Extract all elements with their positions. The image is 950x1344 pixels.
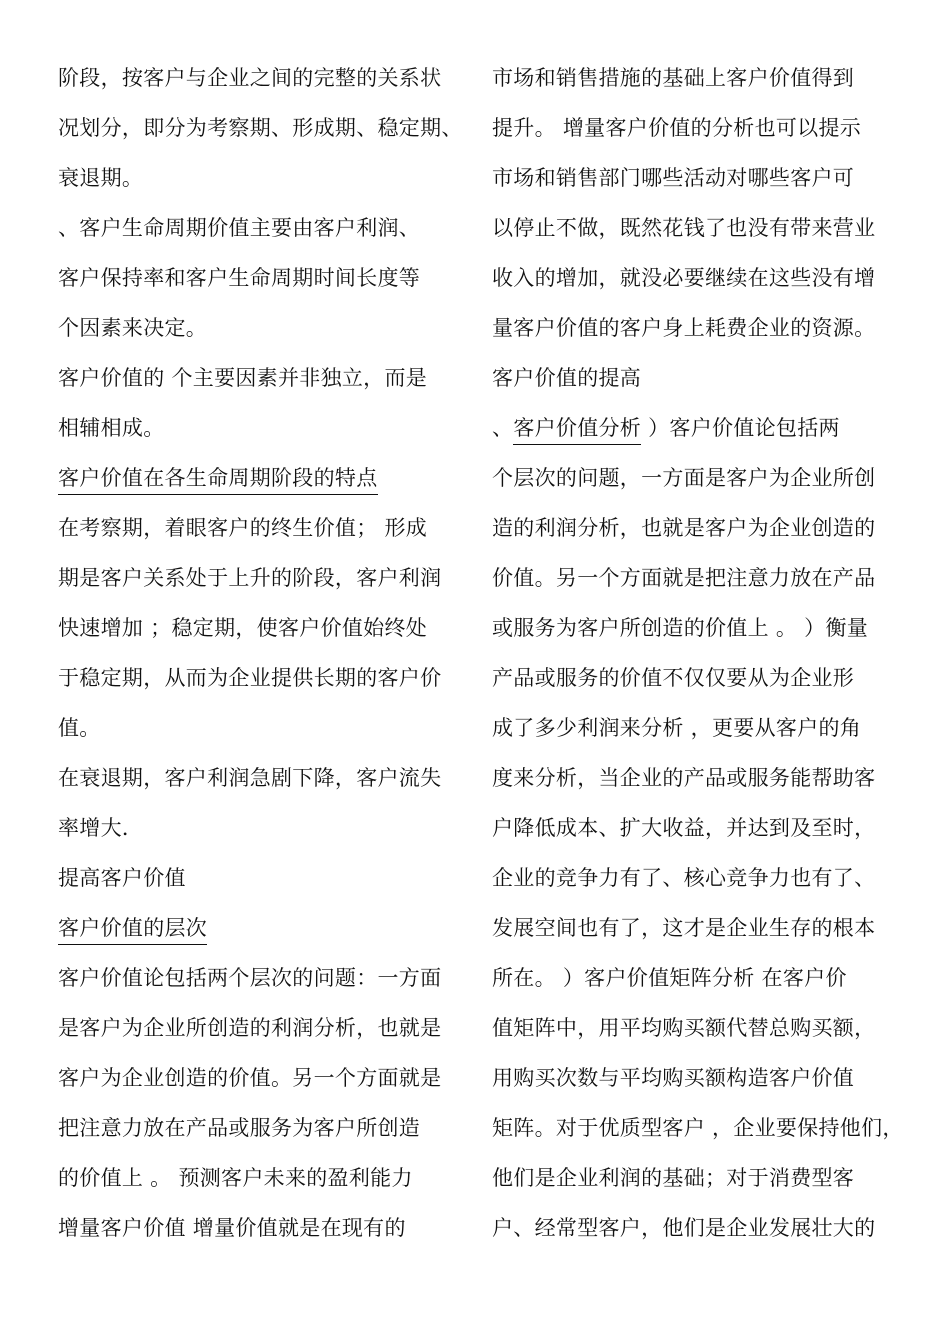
text-line: 矩阵。对于优质型客户 ，企业要保持他们，	[492, 1116, 904, 1140]
text-line: 客户为企业创造的价值。另一个方面就是	[58, 1066, 442, 1090]
section-heading-value-levels	[58, 903, 470, 953]
text-line: 他们是企业利润的基础；对于消费型客	[492, 1166, 855, 1190]
section-heading-improve-value: 提高客户价值	[58, 866, 186, 890]
text-line: 是客户为企业所创造的利润分析，也就是	[58, 1016, 442, 1040]
underlined-heading-text: 客户价值分析	[513, 416, 641, 445]
text-line: 况划分，即分为考察期、形成期、稳定期、	[58, 116, 463, 140]
right-text-column	[492, 53, 904, 1253]
text-line: 相辅相成。	[58, 416, 165, 440]
text-line: 、客户生命周期价值主要由客户利润、	[58, 216, 421, 240]
underlined-heading-text: 客户价值的层次	[58, 916, 207, 945]
text-line: 度来分析，当企业的产品或服务能帮助客	[492, 766, 876, 790]
text-line: 客户价值的 个主要因素并非独立，而是	[58, 366, 428, 390]
text-line: 个层次的问题，一方面是客户为企业所创	[492, 466, 876, 490]
text-line: 把注意力放在产品或服务为客户所创造	[58, 1116, 421, 1140]
text-line: 产品或服务的价值不仅仅要从为企业形	[492, 666, 855, 690]
text-line: 提升。 增量客户价值的分析也可以提示	[492, 116, 862, 140]
text-line: 或服务为客户所创造的价值上 。 ）衡量	[492, 616, 869, 640]
text-line: 收入的增加，就没必要继续在这些没有增	[492, 266, 876, 290]
text-line: 客户保持率和客户生命周期时间长度等	[58, 266, 421, 290]
text-line: 在考察期，着眼客户的终生价值； 形成	[58, 516, 428, 540]
text-line: 市场和销售措施的基础上客户价值得到	[492, 66, 855, 90]
text-line: 户降低成本、扩大收益，并达到及至时，	[492, 816, 876, 840]
text-line: 阶段，按客户与企业之间的完整的关系状	[58, 66, 442, 90]
text-line: 值。	[58, 716, 101, 740]
text-line: 期是客户关系处于上升的阶段，客户利润	[58, 566, 442, 590]
text-line: 价值。另一个方面就是把注意力放在产品	[492, 566, 876, 590]
text-line: 增量客户价值 增量价值就是在现有的	[58, 1216, 406, 1240]
text-line: 发展空间也有了，这才是企业生存的根本	[492, 916, 876, 940]
text-line: 量客户价值的客户身上耗费企业的资源。	[492, 316, 876, 340]
text-line: 客户价值论包括两个层次的问题：一方面	[58, 966, 442, 990]
text-line: 衰退期。	[58, 166, 144, 190]
text-line: 值矩阵中，用平均购买额代替总购买额，	[492, 1016, 876, 1040]
text-line: 快速增加 ；稳定期，使客户价值始终处	[58, 616, 428, 640]
text-line: 所在。 ）客户价值矩阵分析 在客户价	[492, 966, 847, 990]
section-heading-lifecycle-features	[58, 453, 470, 503]
text-line: 在衰退期，客户利润急剧下降，客户流失	[58, 766, 442, 790]
text-fragment: ）客户价值论包括两	[641, 416, 840, 440]
text-line: 造的利润分析，也就是客户为企业创造的	[492, 516, 876, 540]
text-line: 市场和销售部门哪些活动对哪些客户可	[492, 166, 855, 190]
text-line: 于稳定期，从而为企业提供长期的客户价	[58, 666, 442, 690]
text-line: 率增大．	[58, 816, 144, 840]
text-line: 户、经常型客户，他们是企业发展壮大的	[492, 1216, 876, 1240]
text-line: 以停止不做，既然花钱了也没有带来营业	[492, 216, 876, 240]
text-line: 企业的竞争力有了、核心竞争力也有了、	[492, 866, 876, 890]
text-fragment: 、	[492, 416, 514, 440]
text-line-value-analysis	[492, 403, 904, 453]
left-text-column	[58, 53, 470, 1253]
text-line: 个因素来决定。	[58, 316, 208, 340]
text-line: 用购买次数与平均购买额构造客户价值	[492, 1066, 855, 1090]
section-heading-value-improvement: 客户价值的提高	[492, 366, 642, 390]
text-line: 成了多少利润来分析 ，更要从客户的角	[492, 716, 862, 740]
text-line: 的价值上 。 预测客户未来的盈利能力	[58, 1166, 413, 1190]
underlined-heading-text: 客户价值在各生命周期阶段的特点	[58, 466, 378, 495]
